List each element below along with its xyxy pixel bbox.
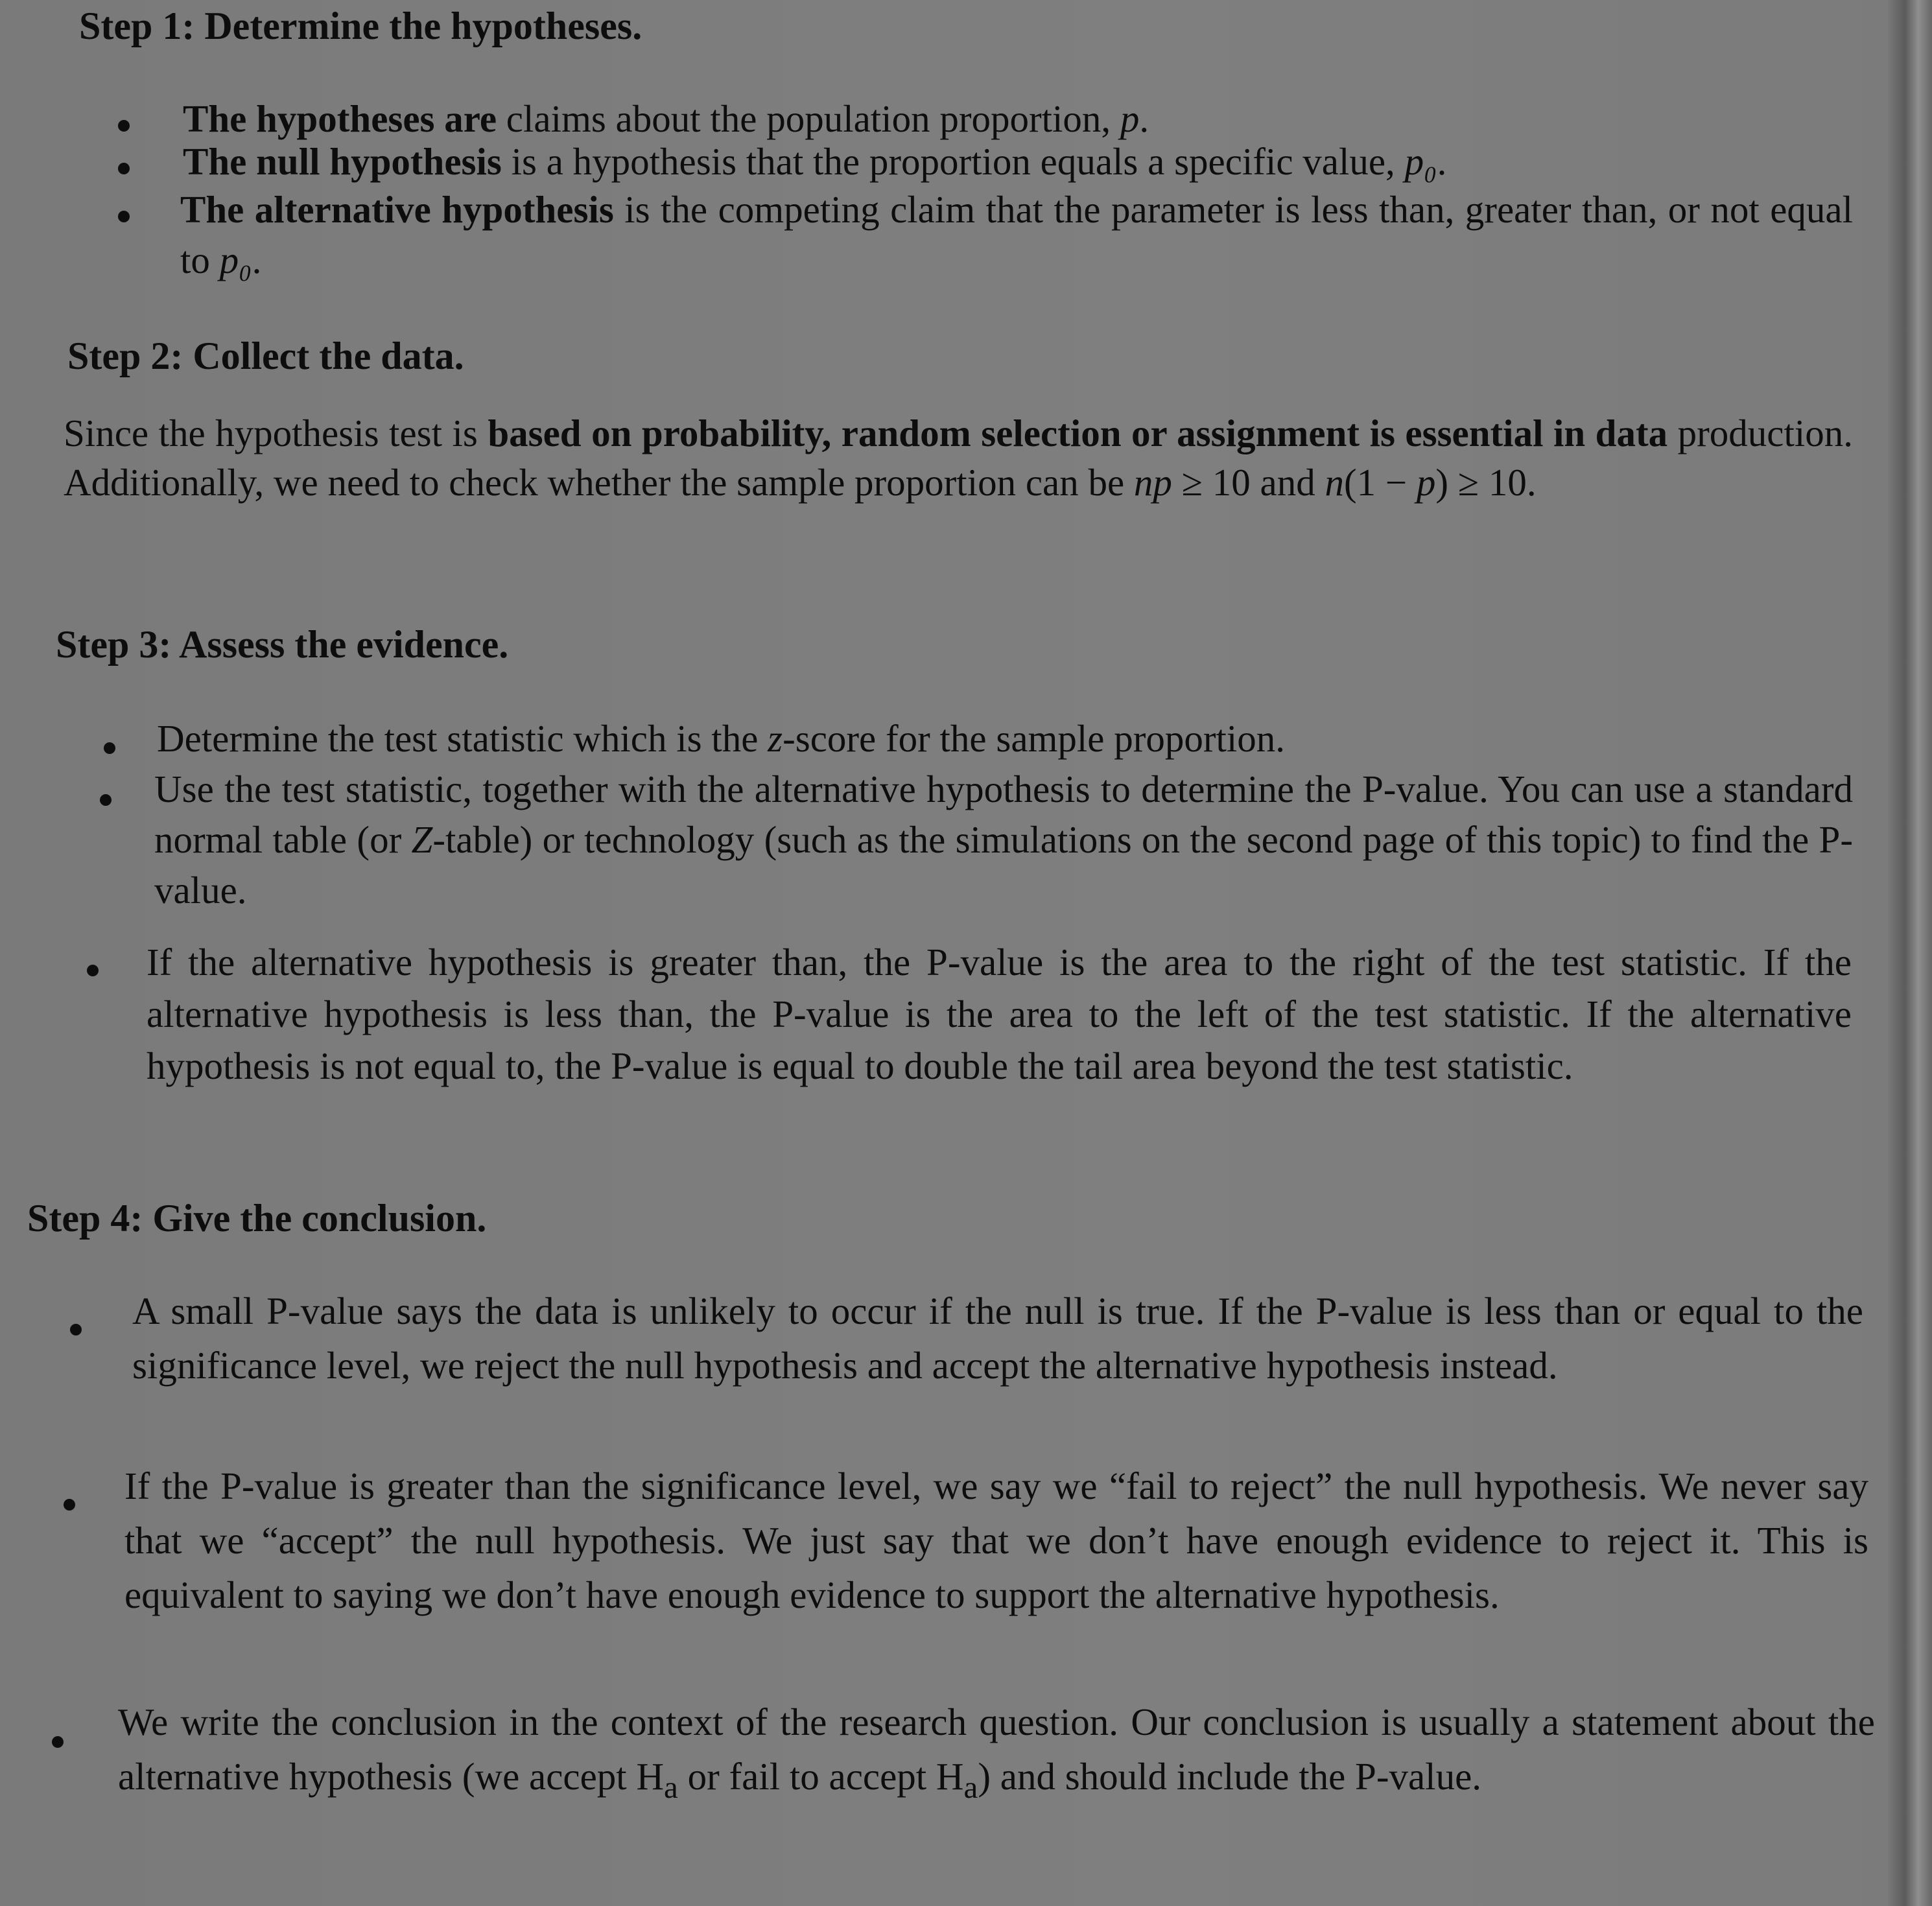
bullet-text: Use the test statistic, together with the alternative hypothesis to determine the P-value. You can use a standard normal table (or xyxy=(154,768,1853,861)
para-bold: based on probability, random selection or assignment is essential in data xyxy=(488,412,1668,454)
step-1-heading: Step 1: Determine the hypotheses. xyxy=(79,5,642,47)
bullet-tail: . xyxy=(252,239,262,281)
page-edge-shadow xyxy=(1887,0,1932,1906)
bullet-dot xyxy=(118,211,130,222)
condition-n: n xyxy=(1325,461,1344,504)
bullet-text: ) and should include the P-value. xyxy=(978,1755,1482,1798)
symbol-z: z xyxy=(768,717,783,760)
step-3-bullet-1 xyxy=(157,713,1855,764)
bullet-text: Determine the test statistic which is the xyxy=(157,717,768,760)
bullet-dot xyxy=(118,163,130,174)
bullet-dot xyxy=(104,742,115,754)
subscript-a: a xyxy=(664,1769,678,1805)
step-2-heading: Step 2: Collect the data. xyxy=(67,335,464,377)
step-3-heading: Step 3: Assess the evidence. xyxy=(56,623,509,666)
bullet-text: If the P-value is greater than the significance level, we say we “fail to reject” the null hypothesis. We never say that we “accept” the null hypothesis. We just say that we don’t have enough evidence to reject it. This is equivalent to saying we don’t have enough evidence to support the alternative hypothesis. xyxy=(124,1465,1868,1616)
bullet-text: is a hypothesis that the proportion equals a specific value, xyxy=(501,140,1405,183)
symbol-p0: p₀ xyxy=(1404,140,1437,183)
condition-end: ) ≥ 10. xyxy=(1435,461,1537,504)
para-mid: production. Additionally, we need to check whether the sample proportion can be xyxy=(64,412,1853,504)
condition-n-rest: (1 − xyxy=(1343,461,1417,504)
bullet-tail: . xyxy=(1437,140,1447,183)
bullet-text: or fail to accept H xyxy=(677,1755,964,1798)
bold-term: The null hypothesis xyxy=(183,140,502,183)
symbol-p0: p₀ xyxy=(219,239,252,281)
bullet-text: -score for the sample proportion. xyxy=(783,717,1286,760)
bullet-dot xyxy=(87,965,99,976)
para-start: Since the hypothesis test is xyxy=(64,412,488,454)
bullet-dot xyxy=(100,794,112,806)
bullet-dot xyxy=(52,1736,64,1748)
bullet-dot xyxy=(118,120,130,132)
bullet-dot xyxy=(70,1324,82,1335)
step-4-bullet-1 xyxy=(132,1284,1863,1393)
condition-np: np xyxy=(1133,461,1172,504)
bullet-tail: . xyxy=(1139,97,1149,140)
step-3-bullet-3 xyxy=(147,936,1852,1092)
step-4-bullet-3 xyxy=(118,1695,1875,1815)
step-4-heading: Step 4: Give the conclusion. xyxy=(27,1197,487,1240)
bullet-text: is the competing claim that the parameter is less than, greater than, or not equal to xyxy=(180,188,1853,281)
subscript-a: a xyxy=(963,1769,978,1805)
step-1-bullet-2 xyxy=(183,136,1843,187)
step-4-bullet-2 xyxy=(124,1459,1868,1622)
step-3-bullet-2 xyxy=(154,764,1853,915)
bullet-text: We write the conclusion in the context of the research question. Our conclusion is usually a statement about the alternative hypothesis (we accept H xyxy=(118,1700,1875,1798)
bullet-text: claims about the population proportion, xyxy=(497,97,1120,140)
step-2-paragraph xyxy=(64,408,1853,507)
condition-p: p xyxy=(1416,461,1436,504)
symbol-Z: Z xyxy=(411,818,433,861)
bold-term: The hypotheses are xyxy=(183,97,497,140)
condition-np-rest: ≥ 10 and xyxy=(1172,461,1325,504)
bullet-text: -table) or technology (such as the simulations on the second page of this topic) to find the P-value. xyxy=(154,818,1853,912)
bold-term: The alternative hypothesis xyxy=(180,188,614,231)
symbol-p: p xyxy=(1120,97,1140,140)
bullet-text: If the alternative hypothesis is greater than, the P-value is the area to the right of the test statistic. If the alternative hypothesis is less than, the P-value is the area to the left of the test statistic. If the alternative hypothesis is not equal to, the P-value is equal to double the tail area beyond the test statistic. xyxy=(147,941,1852,1087)
bullet-text: A small P-value says the data is unlikely to occur if the null is true. If the P-value is less than or equal to the significance level, we reject the null hypothesis and accept the alternative hypothesis instead. xyxy=(132,1289,1863,1387)
step-1-bullet-3 xyxy=(180,184,1853,285)
bullet-dot xyxy=(64,1499,75,1511)
